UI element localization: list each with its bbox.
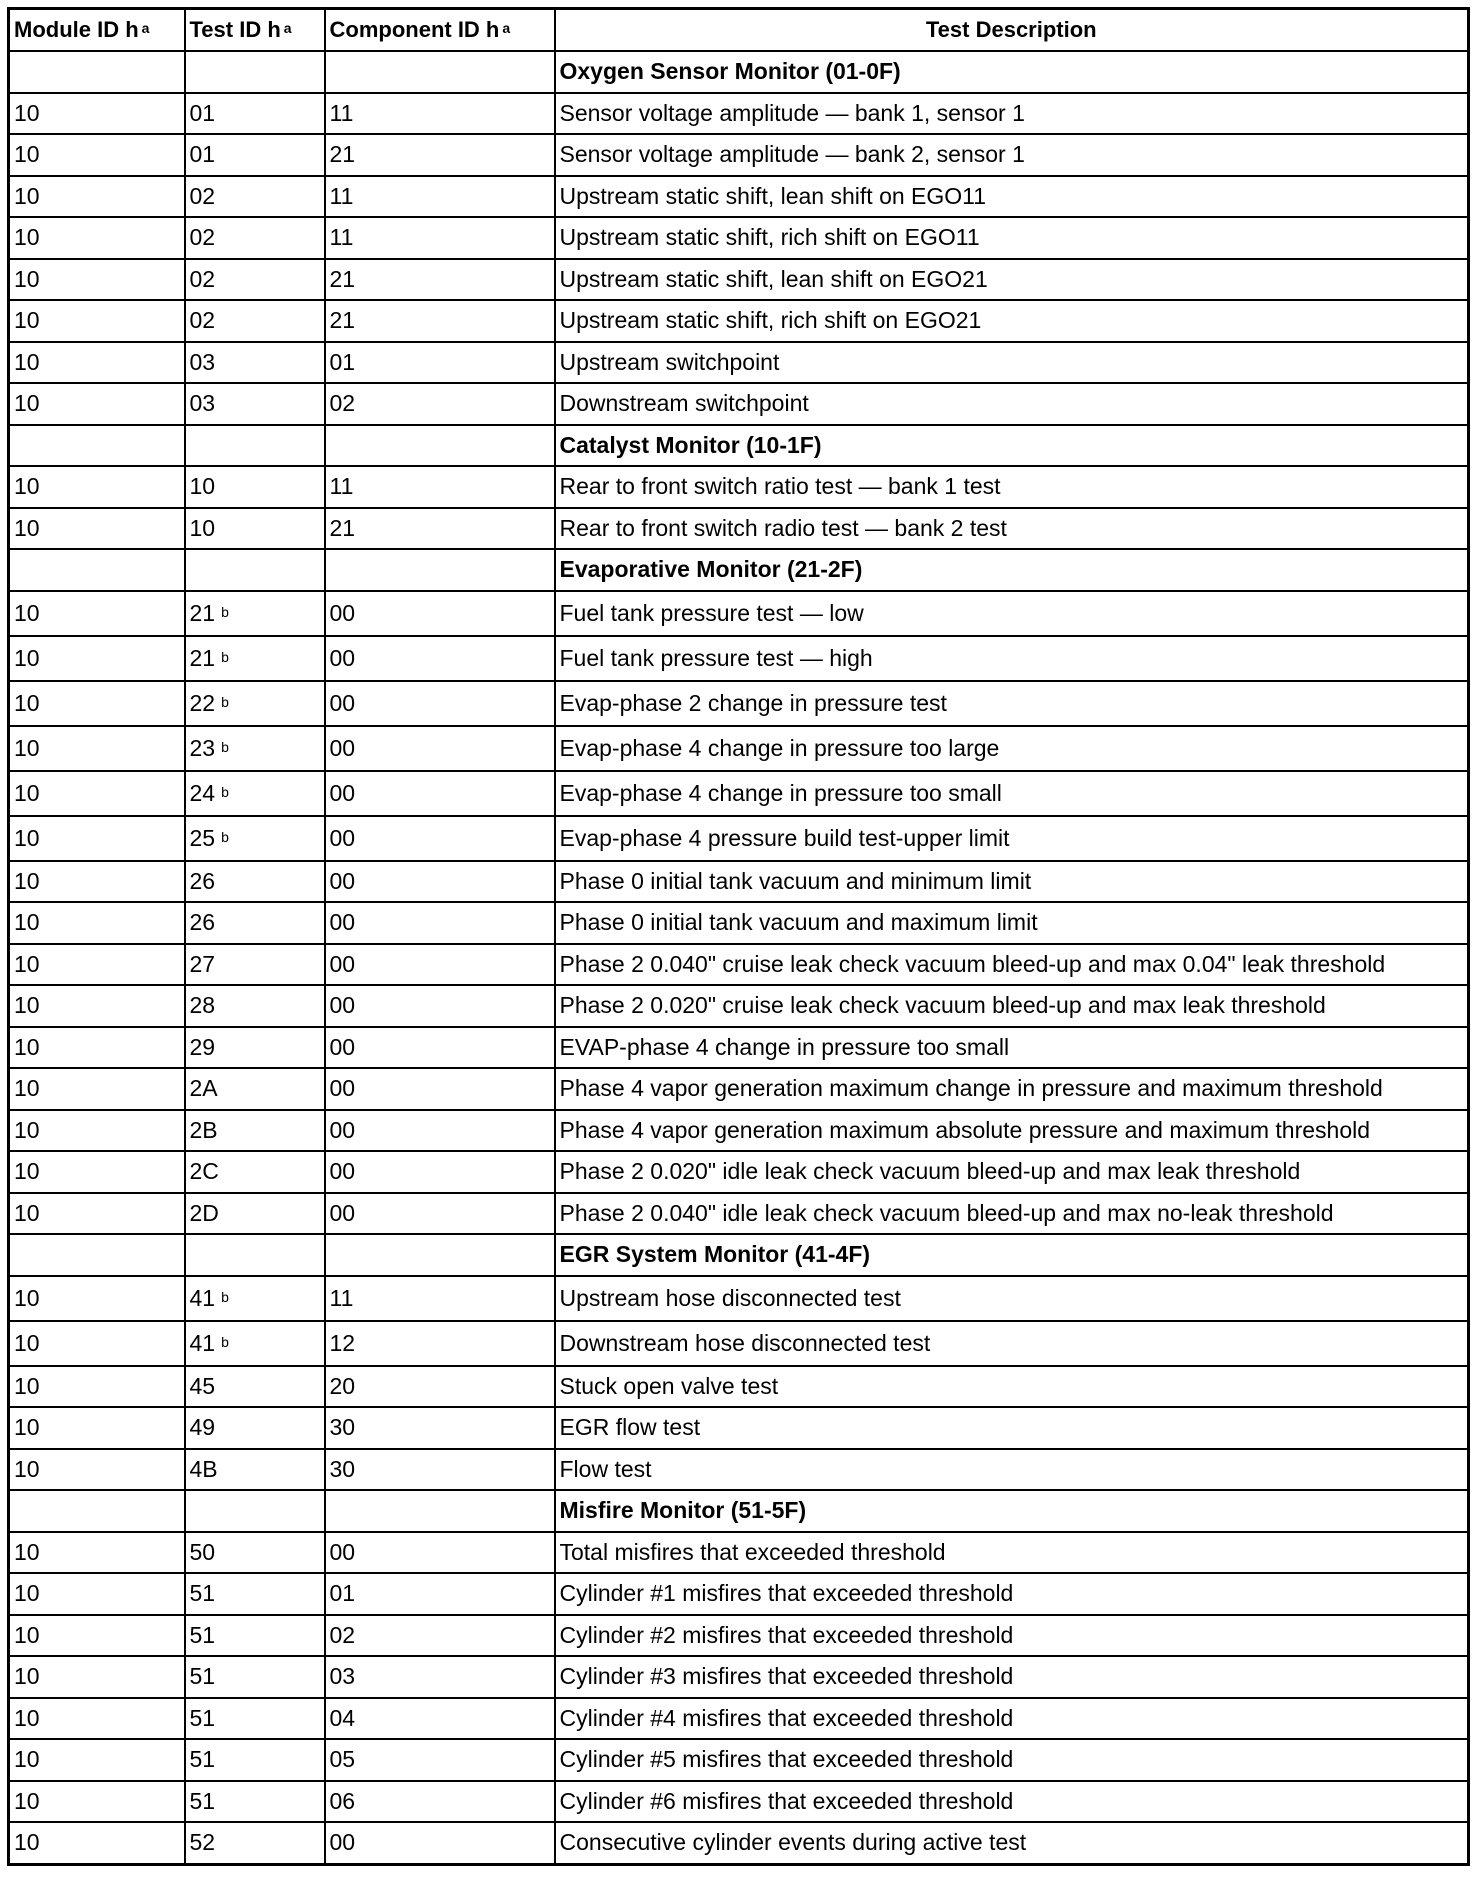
module-id-cell: 10 <box>9 944 185 986</box>
test-description-cell: Oxygen Sensor Monitor (01-0F) <box>555 51 1469 93</box>
component-id-cell: 00 <box>325 1822 555 1864</box>
test-id-cell: 02 <box>185 217 325 259</box>
component-id-header: Component ID h $^a$ <box>325 9 555 52</box>
table-row <box>9 944 1469 986</box>
test-id-cell: 01 <box>185 134 325 176</box>
test-description-cell: Cylinder #6 misfires that exceeded threshold <box>555 1781 1469 1823</box>
module-id-cell: 10 <box>9 508 185 550</box>
table-row <box>9 902 1469 944</box>
test-id-cell: 21 $^b$ <box>185 636 325 681</box>
component-id-cell: 20 <box>325 1366 555 1408</box>
component-id-cell: 00 <box>325 1151 555 1193</box>
test-description-cell: Phase 0 initial tank vacuum and maximum limit <box>555 902 1469 944</box>
table-row <box>9 726 1469 771</box>
component-id-cell: 04 <box>325 1698 555 1740</box>
test-id-cell: 27 <box>185 944 325 986</box>
component-id-cell: 11 <box>325 1276 555 1321</box>
test-description-cell: Evaporative Monitor (21-2F) <box>555 549 1469 591</box>
test-description-cell: Upstream static shift, rich shift on EGO11 <box>555 217 1469 259</box>
module-id-cell: 10 <box>9 591 185 636</box>
module-id-cell: 10 <box>9 1698 185 1740</box>
module-id-cell: 10 <box>9 383 185 425</box>
test-description-cell: Cylinder #2 misfires that exceeded threshold <box>555 1615 1469 1657</box>
test-id-cell <box>185 1490 325 1532</box>
test-description-cell: Consecutive cylinder events during active test <box>555 1822 1469 1864</box>
component-id-cell: 06 <box>325 1781 555 1823</box>
table-row <box>9 217 1469 259</box>
table-row <box>9 816 1469 861</box>
test-description-cell: EVAP-phase 4 change in pressure too small <box>555 1027 1469 1069</box>
test-description-cell: Rear to front switch radio test — bank 2 test <box>555 508 1469 550</box>
test-description-cell: Sensor voltage amplitude — bank 2, sensor 1 <box>555 134 1469 176</box>
test-id-cell: 51 <box>185 1656 325 1698</box>
table-row <box>9 1068 1469 1110</box>
test-description-cell: Phase 2 0.040" idle leak check vacuum bleed-up and max no-leak threshold <box>555 1193 1469 1235</box>
header-footnote-marker: a <box>283 20 292 36</box>
test-description-cell: Evap-phase 4 change in pressure too small <box>555 771 1469 816</box>
test-description-cell: Downstream hose disconnected test <box>555 1321 1469 1366</box>
test-description-cell: Fuel tank pressure test — low <box>555 591 1469 636</box>
component-id-cell: 02 <box>325 383 555 425</box>
component-id-cell: 21 <box>325 300 555 342</box>
table-row <box>9 591 1469 636</box>
test-description-cell: Evap-phase 4 pressure build test-upper limit <box>555 816 1469 861</box>
module-id-cell: 10 <box>9 1573 185 1615</box>
component-id-cell: 30 <box>325 1407 555 1449</box>
component-id-cell: 00 <box>325 591 555 636</box>
test-id-cell: 24 $^b$ <box>185 771 325 816</box>
component-id-cell: 00 <box>325 1110 555 1152</box>
component-id-cell: 30 <box>325 1449 555 1491</box>
document <box>7 7 1467 1866</box>
table-row <box>9 985 1469 1027</box>
table-row <box>9 134 1469 176</box>
component-id-cell: 00 <box>325 681 555 726</box>
test-description-cell: Phase 2 0.020" cruise leak check vacuum bleed-up and max leak threshold <box>555 985 1469 1027</box>
module-id-cell: 10 <box>9 1193 185 1235</box>
test-id-cell: 51 <box>185 1739 325 1781</box>
test-description-cell: Fuel tank pressure test — high <box>555 636 1469 681</box>
module-id-cell: 10 <box>9 816 185 861</box>
table-row <box>9 1027 1469 1069</box>
test-description-cell: Total misfires that exceeded threshold <box>555 1532 1469 1574</box>
table-row <box>9 1449 1469 1491</box>
component-id-cell: 11 <box>325 466 555 508</box>
module-id-cell: 10 <box>9 726 185 771</box>
test-description-cell: Evap-phase 2 change in pressure test <box>555 681 1469 726</box>
table-row <box>9 383 1469 425</box>
test-description-cell: Downstream switchpoint <box>555 383 1469 425</box>
test-id-cell <box>185 425 325 467</box>
table-row <box>9 1193 1469 1235</box>
module-id-cell: 10 <box>9 300 185 342</box>
table-row <box>9 342 1469 384</box>
section-row <box>9 51 1469 93</box>
test-id-cell: 22 $^b$ <box>185 681 325 726</box>
module-id-cell <box>9 1490 185 1532</box>
table-row <box>9 1321 1469 1366</box>
test-id-cell: 26 <box>185 902 325 944</box>
test-id-cell: 2D <box>185 1193 325 1235</box>
table-row <box>9 1781 1469 1823</box>
test-id-cell: 01 <box>185 93 325 135</box>
module-id-cell: 10 <box>9 342 185 384</box>
test-description-cell: Phase 4 vapor generation maximum change in pressure and maximum threshold <box>555 1068 1469 1110</box>
component-id-cell: 11 <box>325 93 555 135</box>
test-description-cell: Sensor voltage amplitude — bank 1, sensor 1 <box>555 93 1469 135</box>
test-description-cell: Evap-phase 4 change in pressure too large <box>555 726 1469 771</box>
test-id-cell: 51 <box>185 1615 325 1657</box>
test-description-cell: Phase 0 initial tank vacuum and minimum limit <box>555 861 1469 903</box>
test-description-cell: Phase 2 0.020" idle leak check vacuum bleed-up and max leak threshold <box>555 1151 1469 1193</box>
module-id-cell: 10 <box>9 681 185 726</box>
module-id-cell: 10 <box>9 1656 185 1698</box>
component-id-cell: 12 <box>325 1321 555 1366</box>
component-id-cell: 00 <box>325 1027 555 1069</box>
component-id-cell: 03 <box>325 1656 555 1698</box>
test-description-cell: Upstream static shift, lean shift on EGO11 <box>555 176 1469 218</box>
module-id-cell: 10 <box>9 1407 185 1449</box>
table-row <box>9 1822 1469 1864</box>
test-id-cell: 10 <box>185 508 325 550</box>
component-id-cell: 02 <box>325 1615 555 1657</box>
module-id-cell: 10 <box>9 1615 185 1657</box>
module-id-cell: 10 <box>9 1276 185 1321</box>
module-id-cell: 10 <box>9 1739 185 1781</box>
test-id-cell: 4B <box>185 1449 325 1491</box>
module-id-cell <box>9 425 185 467</box>
test-id-cell: 23 $^b$ <box>185 726 325 771</box>
section-row <box>9 425 1469 467</box>
table-row <box>9 1276 1469 1321</box>
module-id-cell: 10 <box>9 861 185 903</box>
component-id-cell: 00 <box>325 636 555 681</box>
test-description-cell: Upstream static shift, rich shift on EGO21 <box>555 300 1469 342</box>
module-id-cell: 10 <box>9 1321 185 1366</box>
section-row <box>9 549 1469 591</box>
module-id-cell: 10 <box>9 771 185 816</box>
table-row <box>9 1366 1469 1408</box>
module-id-cell <box>9 1234 185 1276</box>
table-body <box>9 51 1469 1864</box>
table-row <box>9 93 1469 135</box>
test-description-cell: EGR System Monitor (41-4F) <box>555 1234 1469 1276</box>
table-row <box>9 1407 1469 1449</box>
module-id-cell: 10 <box>9 259 185 301</box>
table-row <box>9 681 1469 726</box>
component-id-cell <box>325 1490 555 1532</box>
test-id-cell: 02 <box>185 176 325 218</box>
header-footnote-marker: a <box>502 20 511 36</box>
module-id-cell: 10 <box>9 1822 185 1864</box>
component-id-cell: 00 <box>325 861 555 903</box>
module-id-cell: 10 <box>9 217 185 259</box>
test-id-cell: 2A <box>185 1068 325 1110</box>
test-id-cell: 52 <box>185 1822 325 1864</box>
table-row <box>9 1151 1469 1193</box>
module-id-cell: 10 <box>9 636 185 681</box>
header-row <box>9 9 1469 52</box>
test-id-cell: 03 <box>185 383 325 425</box>
component-id-cell: 21 <box>325 259 555 301</box>
table-row <box>9 861 1469 903</box>
section-row <box>9 1490 1469 1532</box>
table-row <box>9 1573 1469 1615</box>
test-id-cell: 51 <box>185 1781 325 1823</box>
module-id-cell: 10 <box>9 1068 185 1110</box>
footnote-marker: b <box>221 648 229 665</box>
test-description-cell: Phase 4 vapor generation maximum absolute pressure and maximum threshold <box>555 1110 1469 1152</box>
test-id-cell: 51 <box>185 1573 325 1615</box>
table-row <box>9 176 1469 218</box>
test-id-cell <box>185 1234 325 1276</box>
test-description-header: Test Description <box>555 9 1469 52</box>
test-description-cell: Misfire Monitor (51-5F) <box>555 1490 1469 1532</box>
test-id-cell: 03 <box>185 342 325 384</box>
module-id-cell: 10 <box>9 466 185 508</box>
test-id-cell: 41 $^b$ <box>185 1321 325 1366</box>
table-row <box>9 466 1469 508</box>
table-row <box>9 1532 1469 1574</box>
test-id-cell: 45 <box>185 1366 325 1408</box>
test-description-cell: Rear to front switch ratio test — bank 1 test <box>555 466 1469 508</box>
component-id-cell: 00 <box>325 1068 555 1110</box>
test-description-cell: Flow test <box>555 1449 1469 1491</box>
table-row <box>9 771 1469 816</box>
component-id-cell <box>325 549 555 591</box>
table-row <box>9 300 1469 342</box>
table-row <box>9 1739 1469 1781</box>
test-id-header: Test ID h $^a$ <box>185 9 325 52</box>
module-id-cell: 10 <box>9 985 185 1027</box>
module-id-cell: 10 <box>9 1781 185 1823</box>
component-id-cell: 00 <box>325 944 555 986</box>
component-id-cell: 01 <box>325 342 555 384</box>
table-row <box>9 1110 1469 1152</box>
footnote-marker: b <box>221 828 229 845</box>
module-id-cell: 10 <box>9 1532 185 1574</box>
module-id-cell: 10 <box>9 134 185 176</box>
footnote-marker: b <box>221 738 229 755</box>
test-id-cell: 41 $^b$ <box>185 1276 325 1321</box>
test-id-cell: 25 $^b$ <box>185 816 325 861</box>
module-id-cell: 10 <box>9 1366 185 1408</box>
test-id-cell: 49 <box>185 1407 325 1449</box>
test-description-cell: Cylinder #3 misfires that exceeded threshold <box>555 1656 1469 1698</box>
table-row <box>9 508 1469 550</box>
component-id-cell: 00 <box>325 726 555 771</box>
module-id-cell <box>9 549 185 591</box>
test-id-cell: 50 <box>185 1532 325 1574</box>
table-row <box>9 1615 1469 1657</box>
module-id-header: Module ID h $^a$ <box>9 9 185 52</box>
module-id-cell: 10 <box>9 1151 185 1193</box>
table-row <box>9 1656 1469 1698</box>
component-id-cell: 21 <box>325 508 555 550</box>
test-id-cell: 26 <box>185 861 325 903</box>
test-id-cell <box>185 51 325 93</box>
test-id-cell: 02 <box>185 259 325 301</box>
test-description-cell: Stuck open valve test <box>555 1366 1469 1408</box>
test-description-cell: Cylinder #5 misfires that exceeded threshold <box>555 1739 1469 1781</box>
header-footnote-marker: a <box>141 20 150 36</box>
test-id-cell <box>185 549 325 591</box>
module-id-cell: 10 <box>9 1110 185 1152</box>
component-id-cell: 21 <box>325 134 555 176</box>
test-description-cell: Catalyst Monitor (10-1F) <box>555 425 1469 467</box>
module-id-cell: 10 <box>9 1027 185 1069</box>
component-id-cell <box>325 51 555 93</box>
footnote-marker: b <box>221 1333 229 1350</box>
table-row <box>9 1698 1469 1740</box>
component-id-cell: 11 <box>325 217 555 259</box>
table-row <box>9 259 1469 301</box>
component-id-cell: 00 <box>325 771 555 816</box>
module-id-cell: 10 <box>9 1449 185 1491</box>
component-id-cell <box>325 425 555 467</box>
section-row <box>9 1234 1469 1276</box>
footnote-marker: b <box>221 693 229 710</box>
component-id-cell: 00 <box>325 902 555 944</box>
test-description-cell: EGR flow test <box>555 1407 1469 1449</box>
component-id-cell <box>325 1234 555 1276</box>
component-id-cell: 05 <box>325 1739 555 1781</box>
component-id-cell: 00 <box>325 1532 555 1574</box>
test-id-cell: 21 $^b$ <box>185 591 325 636</box>
module-id-cell: 10 <box>9 176 185 218</box>
component-id-cell: 00 <box>325 1193 555 1235</box>
component-id-cell: 00 <box>325 816 555 861</box>
test-id-table <box>7 7 1470 1866</box>
module-id-cell <box>9 51 185 93</box>
module-id-cell: 10 <box>9 93 185 135</box>
test-id-cell: 28 <box>185 985 325 1027</box>
component-id-cell: 11 <box>325 176 555 218</box>
table-row <box>9 636 1469 681</box>
test-description-cell: Upstream switchpoint <box>555 342 1469 384</box>
module-id-cell: 10 <box>9 902 185 944</box>
footnote-marker: b <box>221 1288 229 1305</box>
test-id-cell: 29 <box>185 1027 325 1069</box>
test-description-cell: Cylinder #1 misfires that exceeded threshold <box>555 1573 1469 1615</box>
footnote-marker: b <box>221 783 229 800</box>
test-id-cell: 2B <box>185 1110 325 1152</box>
component-id-cell: 00 <box>325 985 555 1027</box>
footnote-marker: b <box>221 603 229 620</box>
test-id-cell: 10 <box>185 466 325 508</box>
component-id-cell: 01 <box>325 1573 555 1615</box>
test-id-cell: 51 <box>185 1698 325 1740</box>
test-description-cell: Upstream static shift, lean shift on EGO21 <box>555 259 1469 301</box>
test-description-cell: Cylinder #4 misfires that exceeded threshold <box>555 1698 1469 1740</box>
test-description-cell: Upstream hose disconnected test <box>555 1276 1469 1321</box>
test-id-cell: 2C <box>185 1151 325 1193</box>
test-description-cell: Phase 2 0.040" cruise leak check vacuum bleed-up and max 0.04" leak threshold <box>555 944 1469 986</box>
test-id-cell: 02 <box>185 300 325 342</box>
